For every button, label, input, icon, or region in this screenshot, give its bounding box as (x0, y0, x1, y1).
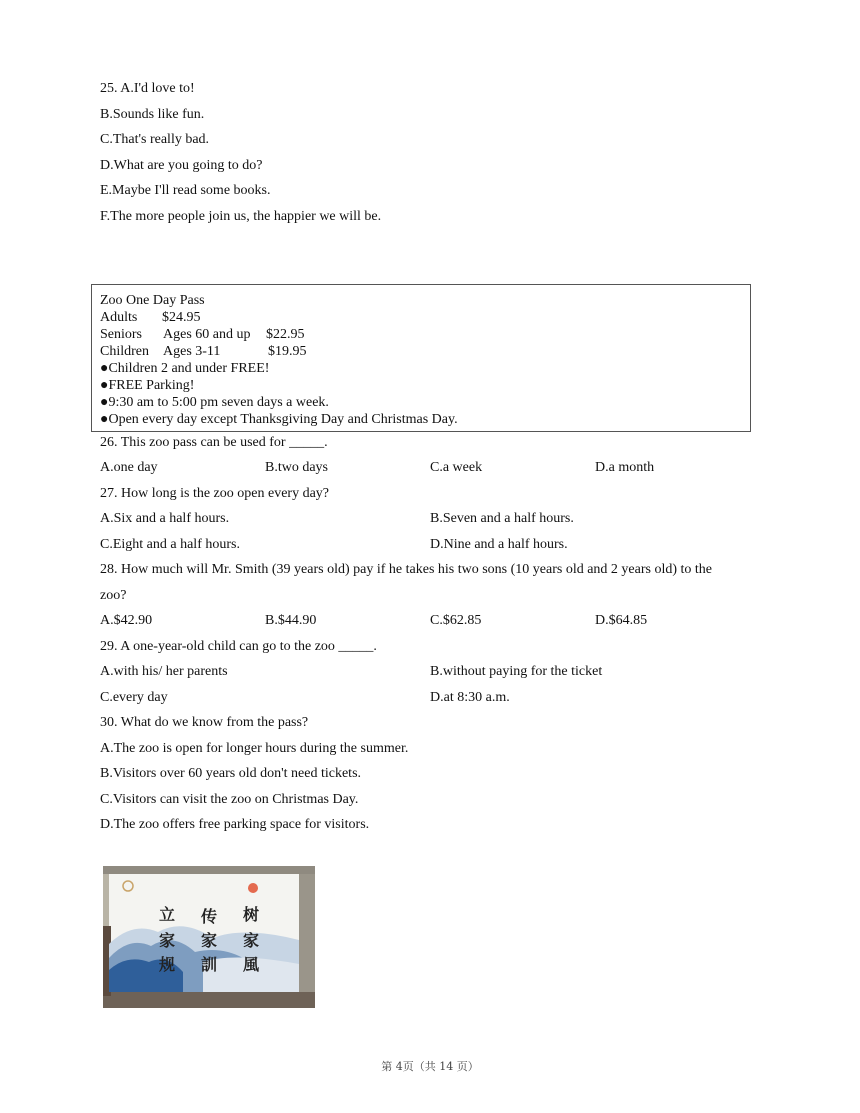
pass-bullet: ●Children 2 and under FREE! (100, 361, 270, 376)
pass-row-ages: Ages 60 and up (163, 327, 251, 342)
calligraphy-char: 家 (201, 931, 218, 950)
pass-row-price: $19.95 (268, 344, 307, 359)
pass-row-ages: Ages 3-11 (163, 344, 221, 359)
pass-bullet: ●Open every day except Thanksgiving Day and Christmas Day. (100, 412, 458, 427)
q30-option-b: B.Visitors over 60 years old don't need tickets. (100, 766, 362, 781)
calligraphy-char: 规 (159, 955, 176, 974)
calligraphy-wall-photo (103, 866, 315, 1008)
q25-option-d: D.What are you going to do? (100, 158, 263, 173)
q27-option-d: D.Nine and a half hours. (430, 537, 568, 552)
calligraphy-char: 立 (159, 905, 176, 924)
q26-option-b: B.two days (265, 460, 328, 475)
pass-row-label: Seniors (100, 327, 142, 342)
q26-option-a: A.one day (100, 460, 158, 475)
calligraphy-char: 家 (243, 931, 260, 950)
q25-option-a: 25. A.I'd love to! (100, 81, 195, 96)
q25-option-c: C.That's really bad. (100, 132, 210, 147)
zoo-pass-title: Zoo One Day Pass (100, 293, 205, 308)
q27-option-a: A.Six and a half hours. (100, 511, 230, 526)
q30-stem: 30. What do we know from the pass? (100, 715, 309, 730)
calligraphy-char: 訓 (201, 955, 218, 974)
q25-option-b: B.Sounds like fun. (100, 107, 205, 122)
calligraphy-char: 風 (243, 955, 260, 974)
q25-option-f: F.The more people join us, the happier we will be. (100, 209, 382, 224)
q29-option-a: A.with his/ her parents (100, 664, 228, 679)
q30-option-c: C.Visitors can visit the zoo on Christmas Day. (100, 792, 359, 807)
q27-option-c: C.Eight and a half hours. (100, 537, 240, 552)
q26-option-d: D.a month (595, 460, 655, 475)
q28-option-a: A.$42.90 (100, 613, 153, 628)
zoo-pass-box (91, 284, 751, 432)
pass-row-label: Children (100, 344, 149, 359)
q28-option-d: D.$64.85 (595, 613, 648, 628)
q28-option-b: B.$44.90 (265, 613, 317, 628)
q29-option-d: D.at 8:30 a.m. (430, 690, 510, 705)
calligraphy-text-group (103, 866, 315, 1008)
q26-option-c: C.a week (430, 460, 483, 475)
pass-bullet: ●9:30 am to 5:00 pm seven days a week. (100, 395, 329, 410)
q28-stem: 28. How much will Mr. Smith (39 years old) pay if he takes his two sons (10 years old and 2 years old) to the (100, 562, 713, 577)
q27-stem: 27. How long is the zoo open every day? (100, 486, 329, 501)
q30-option-d: D.The zoo offers free parking space for visitors. (100, 817, 370, 832)
calligraphy-char: 传 (201, 907, 218, 926)
q30-option-a: A.The zoo is open for longer hours during the summer. (100, 741, 409, 756)
pass-row-price: $24.95 (162, 310, 201, 325)
q25-option-e: E.Maybe I'll read some books. (100, 183, 271, 198)
q28-stem-continued: zoo? (100, 588, 127, 603)
page-number-footer: 第 4页（共 14 页） (381, 1060, 479, 1073)
calligraphy-char: 树 (243, 905, 260, 924)
calligraphy-char: 家 (159, 931, 176, 950)
pass-row-label: Adults (100, 310, 138, 325)
q26-stem: 26. This zoo pass can be used for _____. (100, 435, 328, 450)
q27-option-b: B.Seven and a half hours. (430, 511, 574, 526)
q29-option-b: B.without paying for the ticket (430, 664, 603, 679)
q28-option-c: C.$62.85 (430, 613, 482, 628)
pass-bullet: ●FREE Parking! (100, 378, 195, 393)
q29-option-c: C.every day (100, 690, 168, 705)
q29-stem: 29. A one-year-old child can go to the zoo _____. (100, 639, 377, 654)
pass-row-price: $22.95 (266, 327, 305, 342)
